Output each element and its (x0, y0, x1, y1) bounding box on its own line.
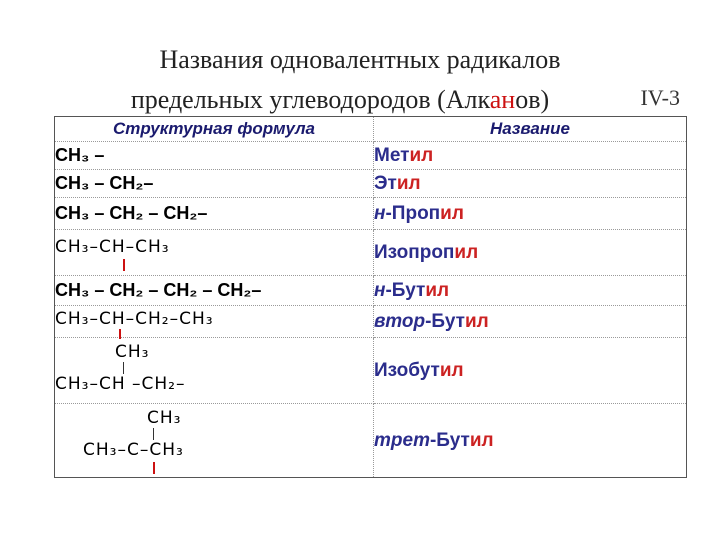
name-stem: Эт (374, 172, 397, 194)
formula-cell (55, 142, 374, 170)
title-line-2-part-2: ов) (515, 85, 550, 114)
formula-cell (55, 170, 374, 198)
formula-cell (55, 230, 374, 276)
header-formula: Структурная формула (55, 117, 374, 142)
name-prefix: н (374, 279, 386, 301)
name-stem: -Бут (385, 279, 426, 301)
header-name: Название (374, 117, 687, 142)
name-prefix: трет (374, 429, 430, 451)
name-cell (374, 142, 687, 170)
name-cell (374, 276, 687, 306)
formula-text: CH₃–CH–CH₃ (55, 236, 170, 257)
formula-text: CH₃ – CH₂ – CH₂ – CH₂– (55, 280, 262, 300)
formula-text: CH₃ – CH₂– (55, 173, 154, 193)
name-stem: -Бут (429, 429, 470, 451)
table-row (55, 306, 687, 338)
table-row (55, 230, 687, 276)
table-row (55, 170, 687, 198)
title-line-2-part-1: предельных углеводородов (Алк (130, 85, 490, 114)
name-suffix: ил (425, 279, 450, 301)
name-cell (374, 338, 687, 404)
name-cell (374, 230, 687, 276)
formula-top: CH₃ (147, 407, 182, 428)
table-row (55, 338, 687, 404)
name-suffix: ил (409, 144, 434, 166)
branch-bond (153, 428, 154, 440)
table-row (55, 142, 687, 170)
formula-text: CH₃ – CH₂ – CH₂– (55, 203, 208, 223)
name-suffix: ил (469, 429, 494, 451)
formula-cell (55, 276, 374, 306)
name-suffix: ил (396, 172, 421, 194)
name-cell (374, 404, 687, 478)
formula-cell (55, 306, 374, 338)
title-line-2-highlight: ан (489, 85, 516, 114)
attachment-bond (119, 329, 121, 339)
name-stem: Изобут (374, 359, 440, 381)
name-cell (374, 198, 687, 230)
formula-cell (55, 404, 374, 478)
name-suffix: ил (454, 241, 479, 263)
radicals-table (54, 116, 687, 478)
name-stem: Изопроп (374, 241, 455, 263)
name-cell (374, 170, 687, 198)
name-cell (374, 306, 687, 338)
table-header-row (55, 117, 687, 142)
formula-cell (55, 338, 374, 404)
branch-bond (123, 362, 124, 374)
table-row (55, 276, 687, 306)
table-row (55, 404, 687, 478)
name-suffix: ил (440, 202, 464, 224)
attachment-bond (123, 259, 125, 271)
formula-top: CH₃ (115, 341, 150, 362)
title-line-1: Названия одновалентных радикалов (159, 45, 561, 74)
table-row (55, 198, 687, 230)
slide-code: IV-3 (640, 85, 680, 110)
name-stem: -Бут (425, 310, 465, 332)
title-line-2 (0, 84, 700, 116)
name-prefix: втор (374, 310, 426, 332)
name-stem: Мет (374, 144, 410, 166)
formula-text: CH₃ – (55, 145, 105, 165)
formula-text: CH₃–CH –CH₂– (55, 373, 186, 394)
formula-cell (55, 198, 374, 230)
name-prefix: н (374, 202, 386, 224)
name-suffix: ил (439, 359, 464, 381)
formula-text: CH₃–CH–CH₂–CH₃ (55, 308, 214, 329)
name-stem: -Проп (385, 202, 441, 224)
formula-text: CH₃–C–CH₃ (83, 439, 184, 460)
attachment-bond (153, 462, 155, 474)
name-suffix: ил (464, 310, 489, 332)
